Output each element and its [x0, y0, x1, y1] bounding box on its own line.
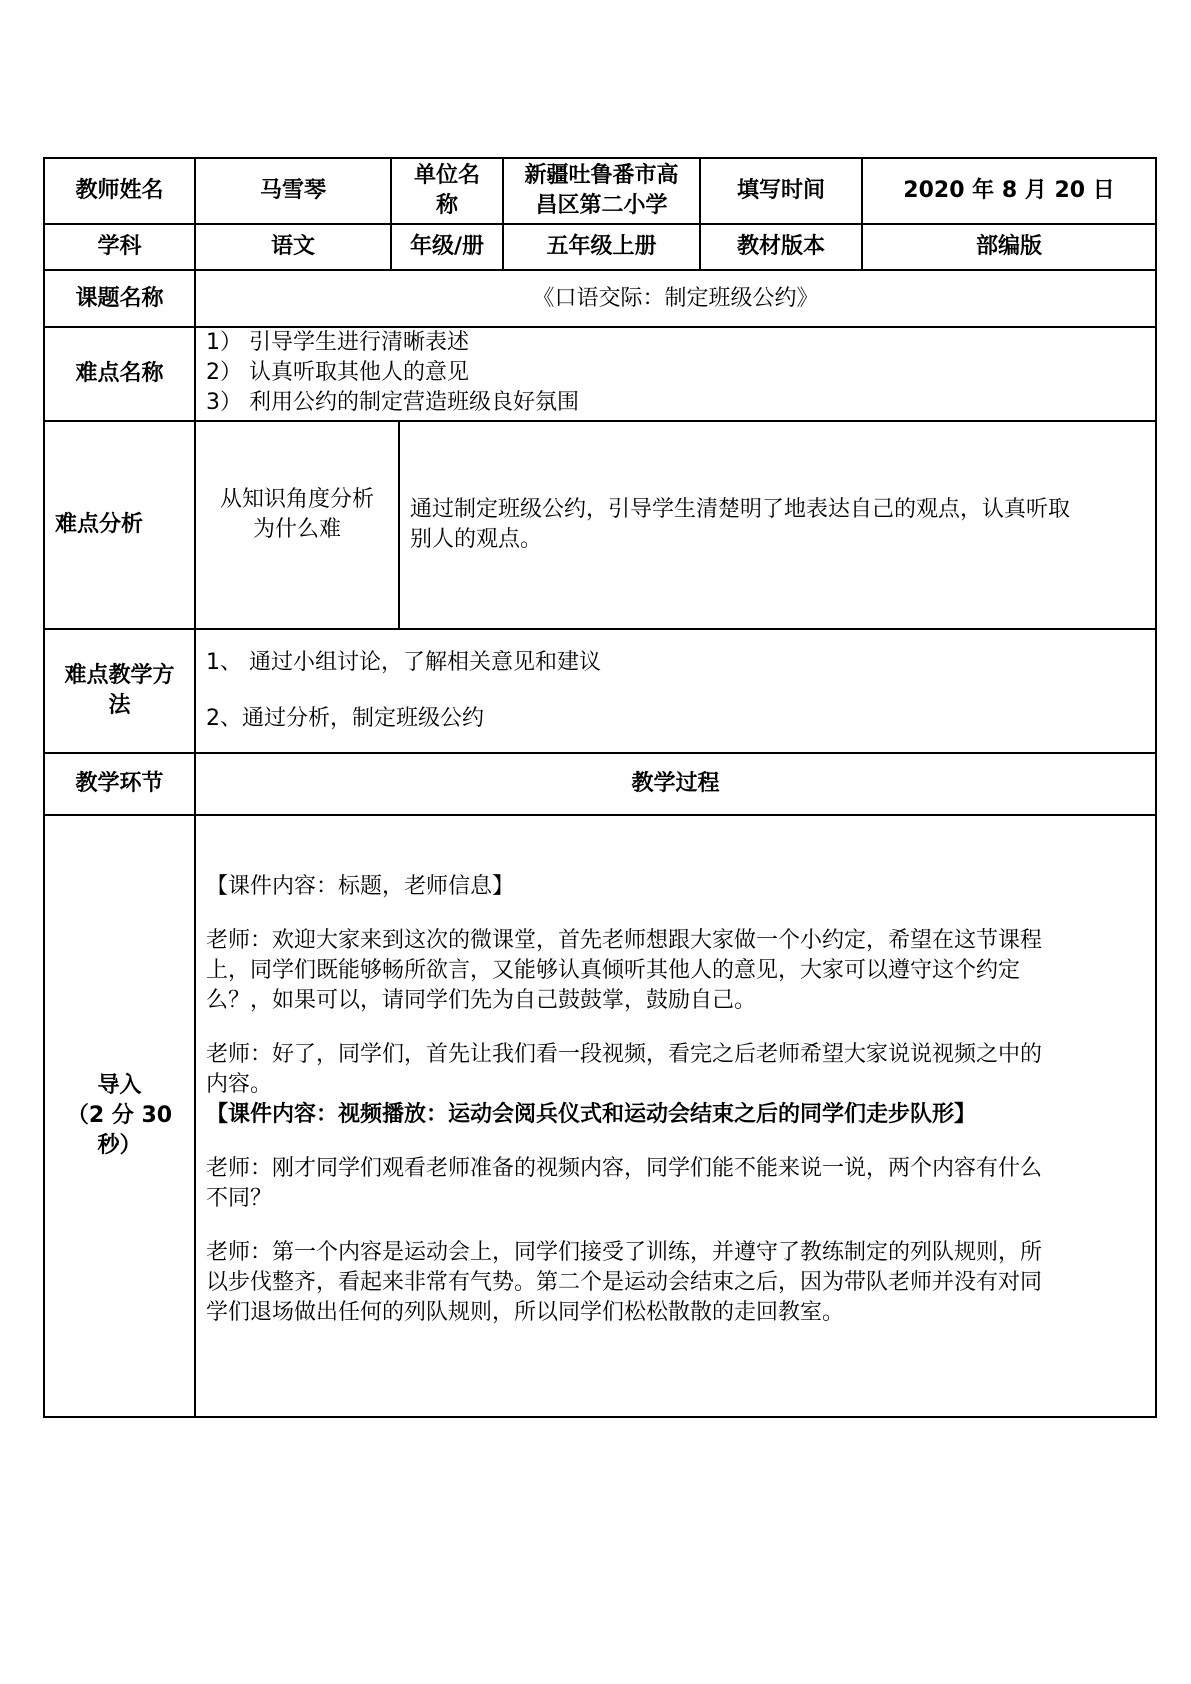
analysis-text-line2: 别人的观点。 [410, 527, 543, 552]
intro-stage-line2: （2 分 30 [66, 1103, 173, 1128]
paragraph-line: 内容。 [206, 1072, 273, 1097]
stage-header: 教学环节 [44, 753, 195, 815]
unit-label-line1: 单位名 [413, 163, 480, 188]
topic-label: 课题名称 [44, 270, 195, 327]
topic-value: 《口语交际：制定班级公约》 [195, 270, 1156, 327]
subject-label: 学科 [44, 224, 195, 270]
method-label-line1: 难点教学方 [64, 663, 175, 688]
paragraph-line: 老师：刚才同学们观看老师准备的视频内容，同学们能不能来说一说，两个内容有什么 [206, 1156, 1043, 1181]
edition-label: 教材版本 [700, 224, 862, 270]
difficulty-list [195, 327, 1156, 421]
paragraph-line: 以步伐整齐，看起来非常有气势。第二个是运动会结束之后，因为带队老师并没有对同 [206, 1270, 1043, 1295]
analysis-text-line1: 通过制定班级公约，引导学生清楚明了地表达自己的观点，认真听取 [410, 497, 1071, 522]
method-row [44, 629, 1156, 753]
method-item: 1、 通过小组讨论，了解相关意见和建议 [206, 650, 601, 675]
teacher-paragraph-4 [206, 1238, 1145, 1328]
difficulty-item: 3） 利用公约的制定营造班级良好氛围 [206, 390, 579, 415]
unit-label [391, 158, 503, 224]
unit-value-line2: 昌区第二小学 [535, 193, 668, 218]
paragraph-line: 不同？ [206, 1186, 273, 1211]
teacher-paragraph-3 [206, 1154, 1145, 1214]
intro-row [44, 815, 1156, 1417]
teacher-name: 马雪琴 [195, 158, 391, 224]
paragraph-line: 老师：欢迎大家来到这次的微课堂，首先老师想跟大家做一个小约定，希望在这节课程 [206, 928, 1043, 953]
difficulty-label [44, 327, 195, 421]
difficulty-item: 2） 认真听取其他人的意见 [206, 360, 469, 385]
topic-row [44, 270, 1156, 327]
courseware-video-note: 【课件内容：视频播放：运动会阅兵仪式和运动会结束之后的同学们走步队形】 [206, 1102, 977, 1127]
analysis-sub-label-line2: 为什么难 [252, 517, 341, 542]
header-row-2 [44, 224, 1156, 270]
analysis-sub-label-line1: 从知识角度分析 [219, 487, 374, 512]
grade-label: 年级/册 [391, 224, 503, 270]
intro-stage [44, 815, 195, 1417]
courseware-note: 【课件内容：标题，老师信息】 [206, 874, 515, 899]
paragraph-line: 老师：第一个内容是运动会上，同学们接受了训练，并遵守了教练制定的列队规则，所 [206, 1240, 1043, 1265]
teacher-paragraph-1 [206, 926, 1145, 1016]
grade: 五年级上册 [503, 224, 700, 270]
paragraph-line: 么？，如果可以，请同学们先为自己鼓鼓掌，鼓励自己。 [206, 988, 757, 1013]
analysis-sub-label [196, 422, 399, 628]
method-item: 2、通过分析，制定班级公约 [206, 706, 484, 731]
intro-stage-line3: 秒） [97, 1133, 142, 1158]
edition: 部编版 [862, 224, 1156, 270]
method-label [44, 629, 195, 753]
process-header: 教学过程 [195, 753, 1156, 815]
paragraph-line: 学们退场做出任何的列队规则，所以同学们松松散散的走回教室。 [206, 1300, 845, 1325]
unit-value [503, 158, 700, 224]
subject: 语文 [195, 224, 391, 270]
teacher-name-label: 教师姓名 [44, 158, 195, 224]
method-label-line2: 法 [108, 693, 131, 718]
lesson-plan-table [43, 157, 1157, 1418]
paragraph-line: 上，同学们既能够畅所欲言，又能够认真倾听其他人的意见，大家可以遵守这个约定 [206, 958, 1021, 983]
analysis-label: 难点分析 [44, 421, 195, 629]
analysis-inner-table [196, 422, 1155, 628]
method-list [195, 629, 1156, 753]
analysis-row [44, 421, 1156, 629]
fill-time-label: 填写时间 [700, 158, 862, 224]
paragraph-line: 老师：好了，同学们，首先让我们看一段视频，看完之后老师希望大家说说视频之中的 [206, 1042, 1043, 1067]
intro-stage-line1: 导入 [97, 1073, 142, 1098]
analysis-text [399, 422, 1155, 628]
unit-value-line1: 新疆吐鲁番市高 [524, 163, 679, 188]
intro-process [195, 815, 1156, 1417]
difficulty-row [44, 327, 1156, 421]
difficulty-item: 1） 引导学生进行清晰表述 [206, 330, 469, 355]
header-row-1 [44, 158, 1156, 224]
process-header-row [44, 753, 1156, 815]
fill-time: 2020 年 8 月 20 日 [862, 158, 1156, 224]
analysis-content [195, 421, 1156, 629]
unit-label-line2: 称 [435, 193, 458, 218]
difficulty-label-text: 难点名称 [75, 361, 164, 386]
teacher-paragraph-2 [206, 1040, 1145, 1100]
